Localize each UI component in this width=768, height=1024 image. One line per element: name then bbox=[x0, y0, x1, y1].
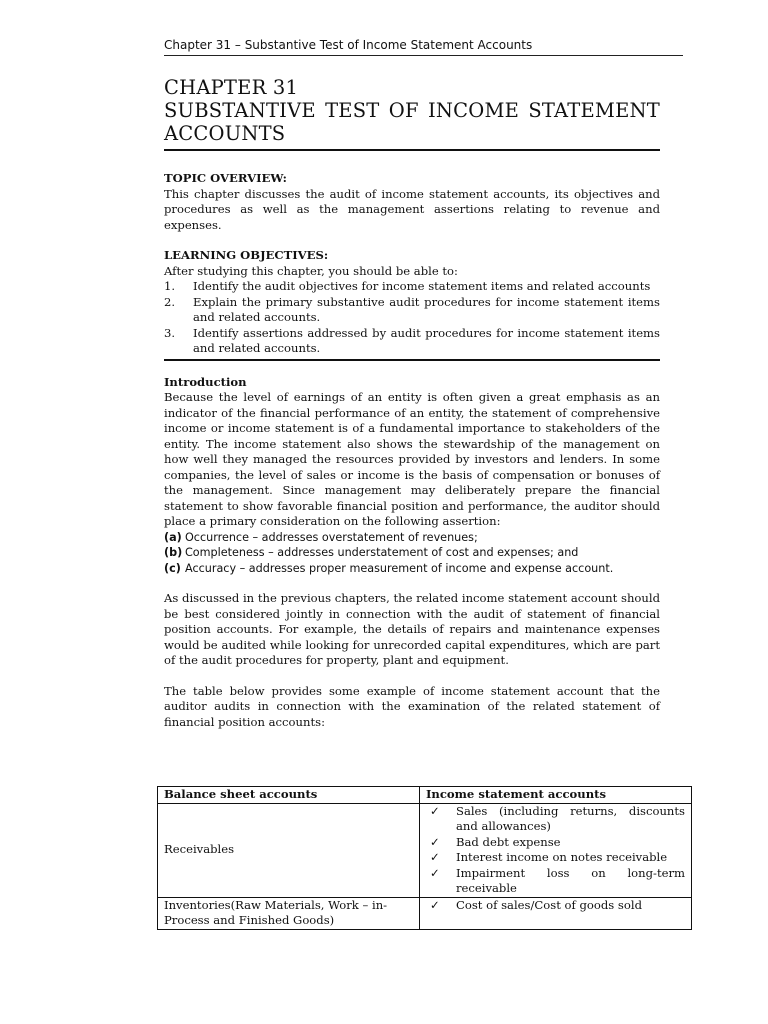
col-header-income-statement: Income statement accounts bbox=[420, 787, 692, 804]
income-account-list bbox=[426, 898, 685, 914]
chapter-number: CHAPTER 31 bbox=[164, 76, 299, 99]
col-header-balance-sheet: Balance sheet accounts bbox=[158, 787, 420, 804]
objective-item: 3. Identify assertions addressed by audit procedures for income statement items and related accounts. bbox=[164, 325, 660, 355]
list-item: ✓ Interest income on notes receivable bbox=[430, 850, 668, 864]
checkmark-icon: ✓ bbox=[430, 834, 440, 849]
income-account-list bbox=[426, 804, 685, 897]
table-row bbox=[158, 897, 692, 929]
topic-overview-heading: TOPIC OVERVIEW: bbox=[164, 171, 287, 185]
chapter-title bbox=[164, 76, 660, 151]
list-item: ✓ Cost of sales/Cost of goods sold bbox=[430, 897, 642, 912]
introduction-heading: Introduction bbox=[164, 374, 247, 389]
accounts-table bbox=[157, 786, 692, 930]
checkmark-icon: ✓ bbox=[430, 897, 440, 912]
list-item: ✓ Impairment loss on long-term receivable bbox=[430, 865, 685, 895]
assertion-list bbox=[164, 530, 660, 577]
topic-overview-text: This chapter discusses the audit of income statement accounts, its objectives and procedures as well as the management assertions relating to revenue and expenses. bbox=[164, 186, 660, 232]
learning-objectives-intro: After studying this chapter, you should be able to: bbox=[164, 263, 458, 278]
chapter-title-line-1: SUBSTANTIVE TEST OF INCOME STATEMENT bbox=[164, 99, 660, 122]
objective-item: 1. Identify the audit objectives for income statement items and related accounts bbox=[164, 279, 651, 293]
balance-account-cell: Inventories(Raw Materials, Work – in-Process and Finished Goods) bbox=[158, 897, 420, 929]
running-header: Chapter 31 – Substantive Test of Income Statement Accounts bbox=[164, 38, 683, 56]
table-header-row bbox=[158, 787, 692, 804]
learning-objectives-heading: LEARNING OBJECTIVES: bbox=[164, 248, 329, 262]
introduction-paragraph-3: The table below provides some example of income statement account that the auditor audits in connection with the examination of the related statement of financial position accounts: bbox=[164, 683, 660, 729]
balance-account-cell: Receivables bbox=[158, 803, 420, 897]
introduction-paragraph-2: As discussed in the previous chapters, the related income statement account should be best considered jointly in connection with the audit of statement of financial position accounts. For example, the details of repairs and maintenance expenses would be audited while looking for unrecorded capital expenditures, which are part of the audit procedures for property, plant and equipment. bbox=[164, 591, 660, 667]
objective-item: 2. Explain the primary substantive audit procedures for income statement items and related accounts. bbox=[164, 294, 660, 324]
assertion-item: (c) Accuracy – addresses proper measurement of income and expense account. bbox=[164, 561, 614, 575]
checkmark-icon: ✓ bbox=[430, 803, 440, 818]
list-item: ✓ Sales (including returns, discounts and allowances) bbox=[430, 803, 685, 833]
chapter-title-line-2: ACCOUNTS bbox=[164, 122, 286, 145]
assertion-item: (a) Occurrence – addresses overstatement of revenues; bbox=[164, 530, 478, 544]
assertion-item: (b) Completeness – addresses understatement of cost and expenses; and bbox=[164, 546, 579, 559]
section-divider bbox=[164, 359, 660, 361]
table-row bbox=[158, 803, 692, 897]
page-content bbox=[164, 76, 660, 730]
list-item: ✓ Bad debt expense bbox=[430, 834, 561, 849]
checkmark-icon: ✓ bbox=[430, 850, 440, 864]
learning-objectives-list bbox=[164, 279, 660, 357]
income-account-cell bbox=[420, 803, 692, 897]
checkmark-icon: ✓ bbox=[430, 865, 440, 880]
income-account-cell bbox=[420, 897, 692, 929]
introduction-paragraph-1: Because the level of earnings of an entity is often given a great emphasis as an indicator of the financial performance of an entity, the statement of comprehensive income or income statement is of a fundamental importance to stakeholders of the entity. The income statement also shows the stewardship of the management on how well they managed the resources provided by investors and lenders. In some companies, the level of sales or income is the basis of compensation or bonuses of the management. Since management may deliberately prepare the financial statement to show favorable financial position and performance, the auditor should place a primary consideration on the following assertion: bbox=[164, 390, 660, 528]
